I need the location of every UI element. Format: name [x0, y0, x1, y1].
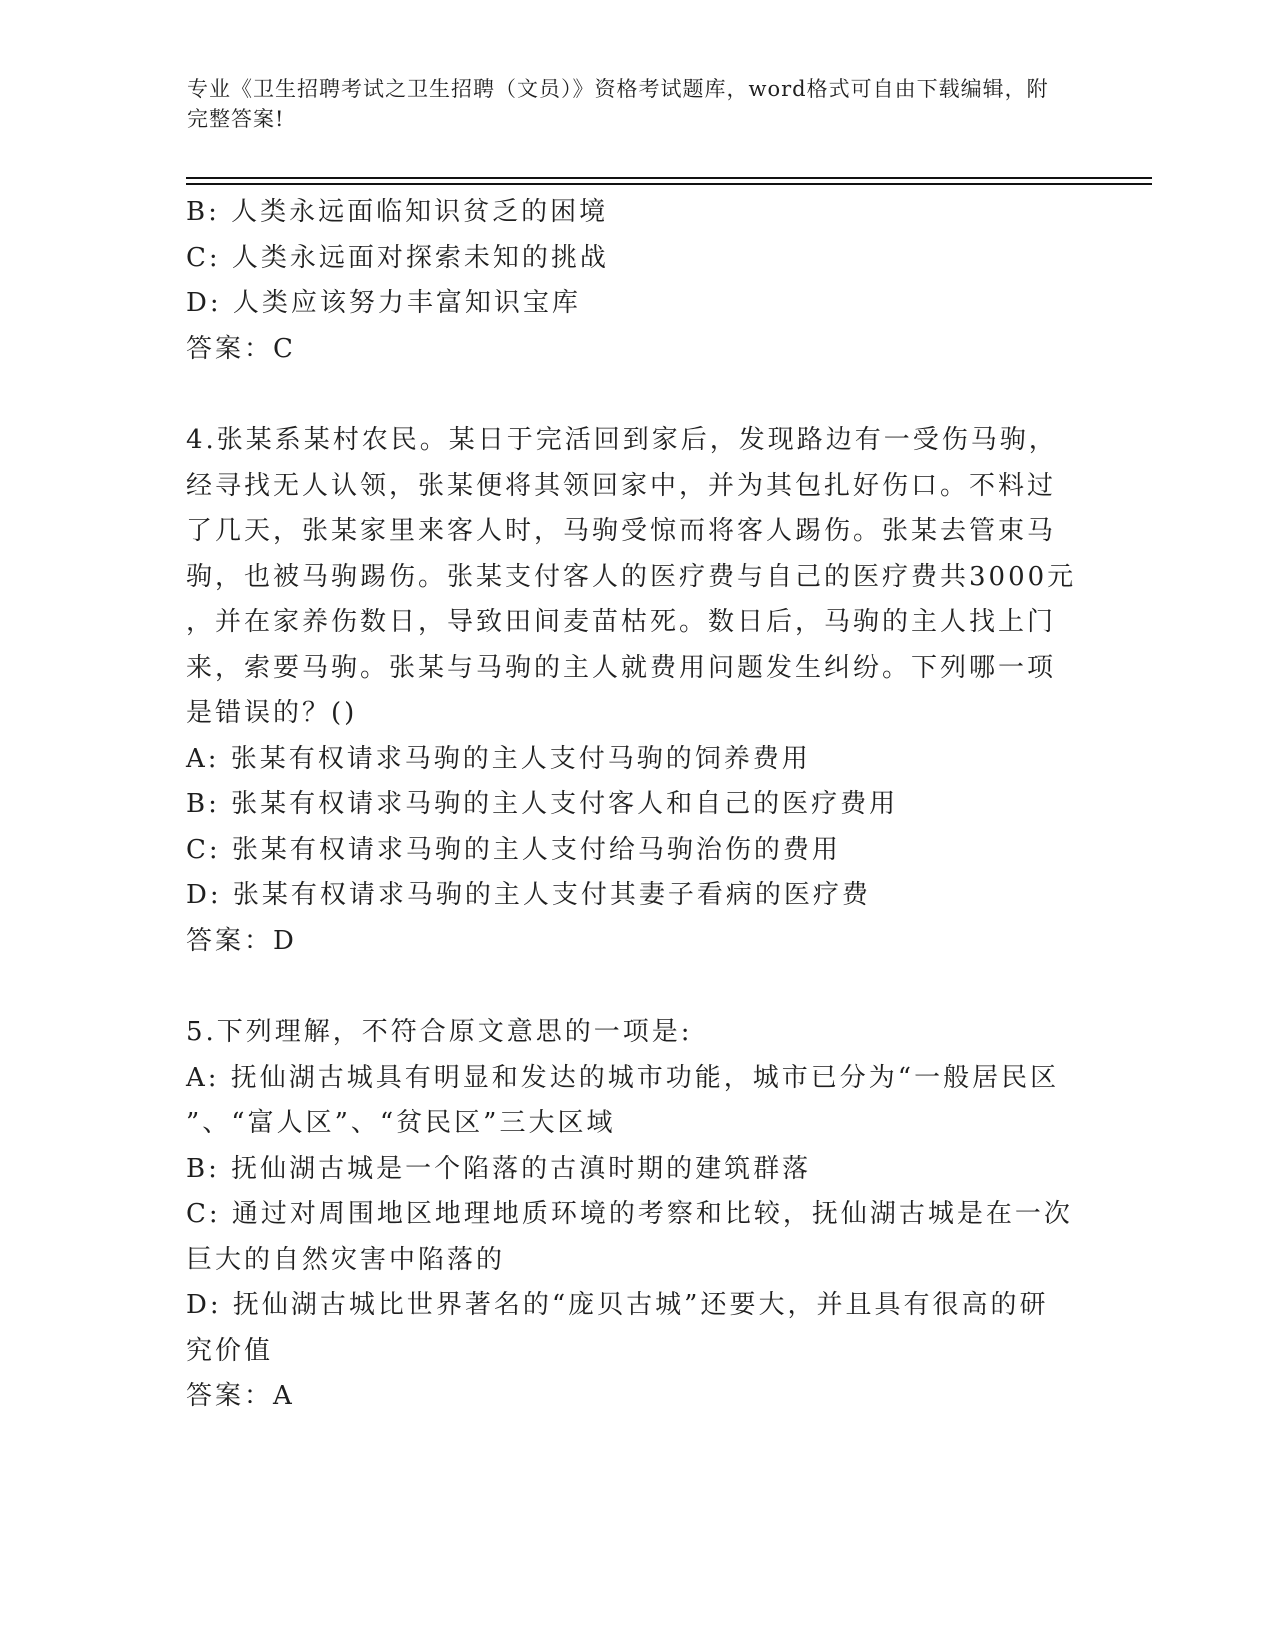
q5-option-line: A: 抚仙湖古城具有明显和发达的城市功能，城市已分为“一般居民区	[186, 1062, 1060, 1093]
page-header: 专业《卫生招聘考试之卫生招聘（文员）》资格考试题库，word格式可自由下载编辑，附完整答案!	[187, 77, 1049, 131]
q4-stem-line: 来，索要马驹。张某与马驹的主人就费用问题发生纠纷。下列哪一项	[186, 652, 1057, 683]
q4-stem-line: 了几天，张某家里来客人时，马驹受惊而将客人踢伤。张某去管束马	[186, 516, 1057, 546]
q5-option-line: B: 抚仙湖古城是一个陷落的古滇时期的建筑群落	[186, 1153, 812, 1184]
q4-stem-line: 经寻找无人认领，张某便将其领回家中，并为其包扎好伤口。不料过	[186, 470, 1057, 501]
q5-option-line: D: 抚仙湖古城比世界著名的“庞贝古城”还要大，并且具有很高的研	[186, 1290, 1049, 1320]
prev-option-d: D: 人类应该努力丰富知识宝库	[186, 288, 581, 318]
q4-option-c: C: 张某有权请求马驹的主人支付给马驹治伤的费用	[186, 834, 841, 865]
q4-option-d: D: 张某有权请求马驹的主人支付其妻子看病的医疗费	[186, 880, 871, 910]
spacer	[186, 372, 1066, 418]
q4-stem-line: 是错误的？()	[186, 698, 358, 728]
q5-answer: 答案：A	[186, 1381, 295, 1411]
q4-stem-line: 4.张某系某村农民。某日于完活回到家后，发现路边有一受伤马驹，	[186, 425, 1058, 455]
prev-answer: 答案：C	[186, 333, 296, 364]
q4-stem-line: 驹，也被马驹踢伤。张某支付客人的医疗费与自己的医疗费共3000元	[186, 561, 1077, 592]
q4-option-a: A: 张某有权请求马驹的主人支付马驹的饲养费用	[186, 743, 811, 774]
prev-option-b: B: 人类永远面临知识贫乏的困境	[186, 197, 609, 227]
prev-option-c: C: 人类永远面对探索未知的挑战	[186, 242, 609, 273]
q5-option-line: ”、“富人区”、“贫民区”三大区域	[186, 1108, 616, 1138]
q5-option-line: 巨大的自然灾害中陷落的	[186, 1244, 506, 1275]
q4-stem-line: ，并在家养伤数日，导致田间麦苗枯死。数日后，马驹的主人找上门	[186, 607, 1057, 637]
q5-option-line: C: 通过对周围地区地理地质环境的考察和比较，抚仙湖古城是在一次	[186, 1199, 1073, 1229]
q4-answer: 答案：D	[186, 925, 297, 956]
header-rule-bottom	[186, 183, 1152, 185]
spacer	[186, 964, 1066, 1010]
question-content	[186, 190, 1077, 1420]
q5-stem: 5.下列理解，不符合原文意思的一项是:	[186, 1017, 693, 1047]
q4-option-b: B: 张某有权请求马驹的主人支付客人和自己的医疗费用	[186, 789, 899, 819]
q5-option-line: 究价值	[186, 1335, 274, 1366]
header-rule-top	[186, 177, 1152, 179]
